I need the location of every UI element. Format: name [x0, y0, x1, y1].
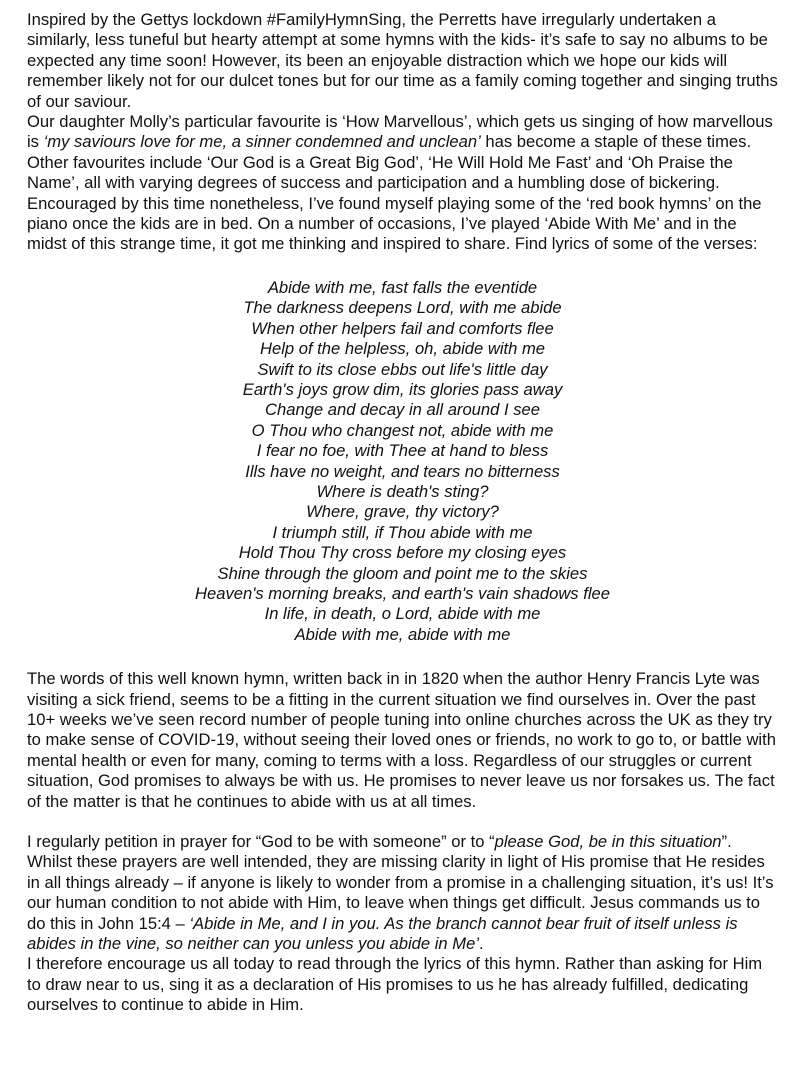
body-paragraph-hymn-history: The words of this well known hymn, written back in in 1820 when the author Henry Francis Lyte was visiting a sick friend, seems to be a fitting in the current situation we find ourselves in. Over the past 10+ weeks we’ve seen record number of people tuning into online churches across the UK as they try to make sense of COVID-19, without seeing their loved ones or friends, no work to go to, or battle with mental health or even for many, coming to terms with a loss. Regardless of our struggles or current situation, God promises to always be with us. He promises to never leave us nor forsakes us. The fact of the matter is that he continues to abide with us at all times. [27, 669, 776, 811]
lyric-line: When other helpers fail and comforts flee [251, 318, 554, 338]
intro-paragraph-favourites [27, 112, 778, 194]
lyric-line: Shine through the gloom and point me to the skies [217, 563, 588, 583]
lyric-line: Abide with me, abide with me [294, 624, 511, 644]
lyric-line: The darkness deepens Lord, with me abide [243, 298, 562, 318]
lyric-line: Where is death's sting? [316, 481, 489, 501]
lyric-line: Earth's joys grow dim, its glories pass away [242, 379, 563, 399]
lyric-line: Hold Thou Thy cross before my closing eyes [238, 543, 567, 563]
lyric-line: Help of the helpless, oh, abide with me [259, 339, 546, 359]
favourites-text-end: has become a staple of these times. Other favourites include ‘Our God is a Great Big God’, ‘He Will Hold Me Fast’ and ‘Oh Praise the Name’, all with varying degrees of success and participation and a humbling dose of bickering. [27, 132, 752, 193]
prayer-text-end: . [479, 934, 484, 954]
favourites-quote: ‘my saviours love for me, a sinner condemned and unclean’ [43, 132, 481, 152]
lyric-line: In life, in death, o Lord, abide with me [264, 604, 541, 624]
lyric-line: Abide with me, fast falls the eventide [267, 277, 538, 297]
paragraph-gap [27, 812, 778, 832]
lyric-line: Swift to its close ebbs out life's little day [257, 359, 548, 379]
prayer-quote: please God, be in this situation [494, 832, 722, 852]
lyric-line: Change and decay in all around I see [265, 400, 540, 420]
hymn-lyrics [27, 278, 778, 645]
body-paragraph-encouragement: I therefore encourage us all today to read through the lyrics of this hymn. Rather than asking for Him to draw near to us, sing it as a declaration of His promises to us he has already fulfilled, dedicating ourselves to continue to abide in Him. [27, 954, 763, 1015]
lyric-line: O Thou who changest not, abide with me [251, 420, 554, 440]
lyric-line: Ills have no weight, and tears no bitterness [245, 461, 560, 481]
lyric-line: I fear no foe, with Thee at hand to bless [256, 441, 549, 461]
lyric-line: I triumph still, if Thou abide with me [272, 522, 533, 542]
body-paragraph-prayer [27, 832, 778, 954]
lyric-line: Heaven's morning breaks, and earth's vain shadows flee [195, 583, 610, 603]
prayer-text-start: I regularly petition in prayer for “God to be with someone” or to “ [27, 832, 495, 852]
favourites-text-start: Our daughter Molly’s particular favourite is ‘How Marvellous’, which gets us singing of how marvellous is [27, 112, 773, 152]
intro-paragraph-family-hymn-sing: Inspired by the Gettys lockdown #FamilyHymnSing, the Perretts have irregularly undertaken a similarly, less tuneful but hearty attempt at some hymns with the kids- it’s safe to say no albums to be expected any time soon! However, its been an enjoyable distraction which we hope our kids will remember likely not for our dulcet tones but for our time as a family coming together and singing truths of our saviour. [27, 10, 778, 111]
prayer-text-middle: ”. Whilst these prayers are well intended, they are missing clarity in light of His promise that He resides in all things already – if anyone is likely to wonder from a promise in a challenging situation, it’s us! It’s our human condition to not abide with Him, to leave when things get difficult. Jesus commands us to do this in John 15:4 – [27, 832, 774, 933]
intro-paragraph-red-book-hymns: Encouraged by this time nonetheless, I’ve found myself playing some of the ‘red book hymns’ on the piano once the kids are in bed. On a number of occasions, I’ve played ‘Abide With Me’ and in the midst of this strange time, it got me thinking and inspired to share. Find lyrics of some of the verses: [27, 193, 762, 254]
scripture-quote: ‘Abide in Me, and I in you. As the branch cannot bear fruit of itself unless is abides in the vine, so neither can you unless you abide in Me’ [27, 913, 738, 954]
lyric-line: Where, grave, thy victory? [306, 502, 499, 522]
